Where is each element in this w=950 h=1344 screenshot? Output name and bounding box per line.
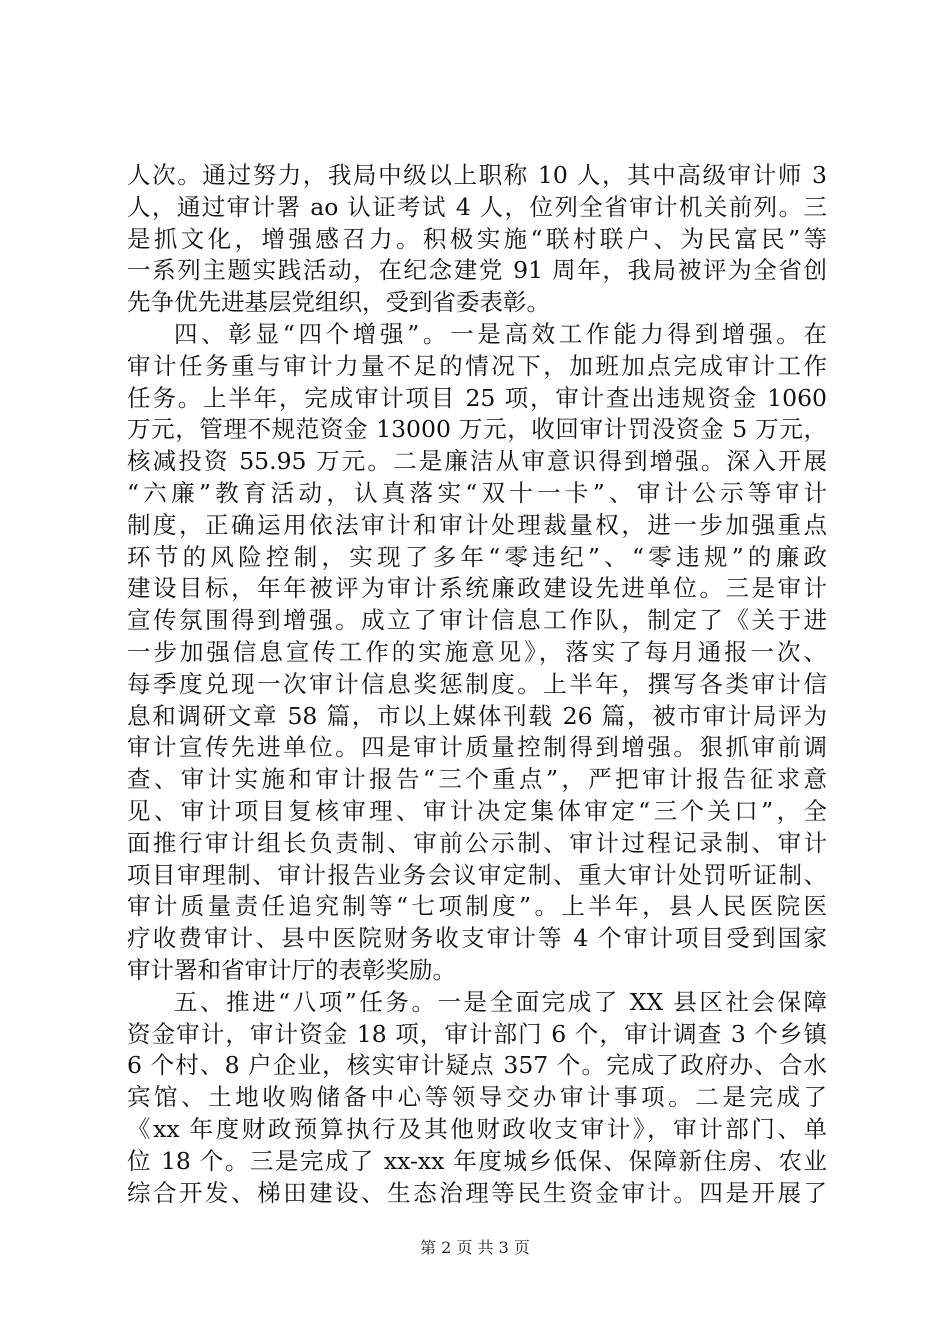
page-footer: [0, 1238, 950, 1258]
text-line: 宣传氛围得到增强。成立了审计信息工作队，制定了《关于进: [127, 606, 827, 635]
text-line: 审计任务重与审计力量不足的情况下，加班加点完成审计工作: [127, 351, 827, 380]
text-line: 见、审计项目复核审理、审计决定集体审定“三个关口”，全: [127, 796, 827, 825]
text-line: 先争优先进基层党组织，受到省委表彰。: [127, 288, 550, 317]
text-line: 资金审计，审计资金 18 项，审计部门 6 个，审计调查 3 个乡镇: [127, 1019, 827, 1048]
text-line: 疗收费审计、县中医院财务收支审计等 4 个审计项目受到国家: [127, 924, 827, 953]
text-line: 制度，正确运用依法审计和审计处理裁量权，进一步加强重点: [127, 510, 827, 539]
text-line: 面推行审计组长负责制、审前公示制、审计过程记录制、审计: [127, 828, 827, 857]
text-line: 查、审计实施和审计报告“三个重点”，严把审计报告征求意: [127, 765, 827, 794]
text-line: 是抓文化，增强感召力。积极实施“联村联户、为民富民”等: [127, 224, 827, 253]
text-line: “六廉”教育活动，认真落实“双十一卡”、审计公示等审计: [127, 478, 827, 507]
text-line: 综合开发、梯田建设、生态治理等民生资金审计。四是开展了: [127, 1178, 827, 1207]
text-line: 人次。通过努力，我局中级以上职称 10 人，其中高级审计师 3: [127, 161, 827, 189]
paragraph-start: 五、推进“八项”任务。一是全面完成了 XX 县区社会保障: [174, 987, 827, 1016]
text-line: 人，通过审计署 ao 认证考试 4 人，位列全省审计机关前列。三: [127, 192, 827, 221]
document-body: [127, 160, 827, 1209]
text-line: 环节的风险控制，实现了多年“零违纪”、“零违规”的廉政: [127, 542, 827, 571]
text-line: 《xx 年度财政预算执行及其他财政收支审计》，审计部门、单: [127, 1114, 827, 1143]
text-line: 审计质量责任追究制等“七项制度”。上半年，县人民医院医: [127, 892, 827, 921]
text-line: 项目审理制、审计报告业务会议审定制、重大审计处罚听证制、: [127, 860, 827, 889]
text-line: 息和调研文章 58 篇，市以上媒体刊载 26 篇，被市审计局评为: [127, 701, 827, 730]
text-line: 宾馆、土地收购储备中心等领导交办审计事项。二是完成了: [127, 1083, 827, 1112]
paragraph-start: 四、彰显“四个增强”。一是高效工作能力得到增强。在: [174, 319, 827, 348]
text-line: 万元，管理不规范资金 13000 万元，收回审计罚没资金 5 万元，: [127, 415, 827, 444]
text-line: 位 18 个。三是完成了 xx-xx 年度城乡低保、保障新住房、农业: [127, 1146, 827, 1175]
text-line: 核减投资 55.95 万元。二是廉洁从审意识得到增强。深入开展: [127, 447, 827, 476]
text-line: 审计宣传先进单位。四是审计质量控制得到增强。狠抓审前调: [127, 733, 827, 762]
page-number: 第 2 页 共 3 页: [420, 1238, 530, 1257]
text-line: 6 个村、8 户企业，核实审计疑点 357 个。完成了政府办、合水: [127, 1051, 827, 1080]
text-line: 建设目标，年年被评为审计系统廉政建设先进单位。三是审计: [127, 574, 827, 603]
text-line: 审计署和省审计厅的表彰奖励。: [127, 955, 456, 984]
text-line: 一步加强信息宣传工作的实施意见》，落实了每月通报一次、: [127, 637, 827, 666]
text-line: 每季度兑现一次审计信息奖惩制度。上半年，撰写各类审计信: [127, 669, 827, 698]
text-line: 任务。上半年，完成审计项目 25 项，审计查出违规资金 1060: [127, 383, 827, 412]
text-line: 一系列主题实践活动，在纪念建党 91 周年，我局被评为全省创: [127, 256, 827, 285]
